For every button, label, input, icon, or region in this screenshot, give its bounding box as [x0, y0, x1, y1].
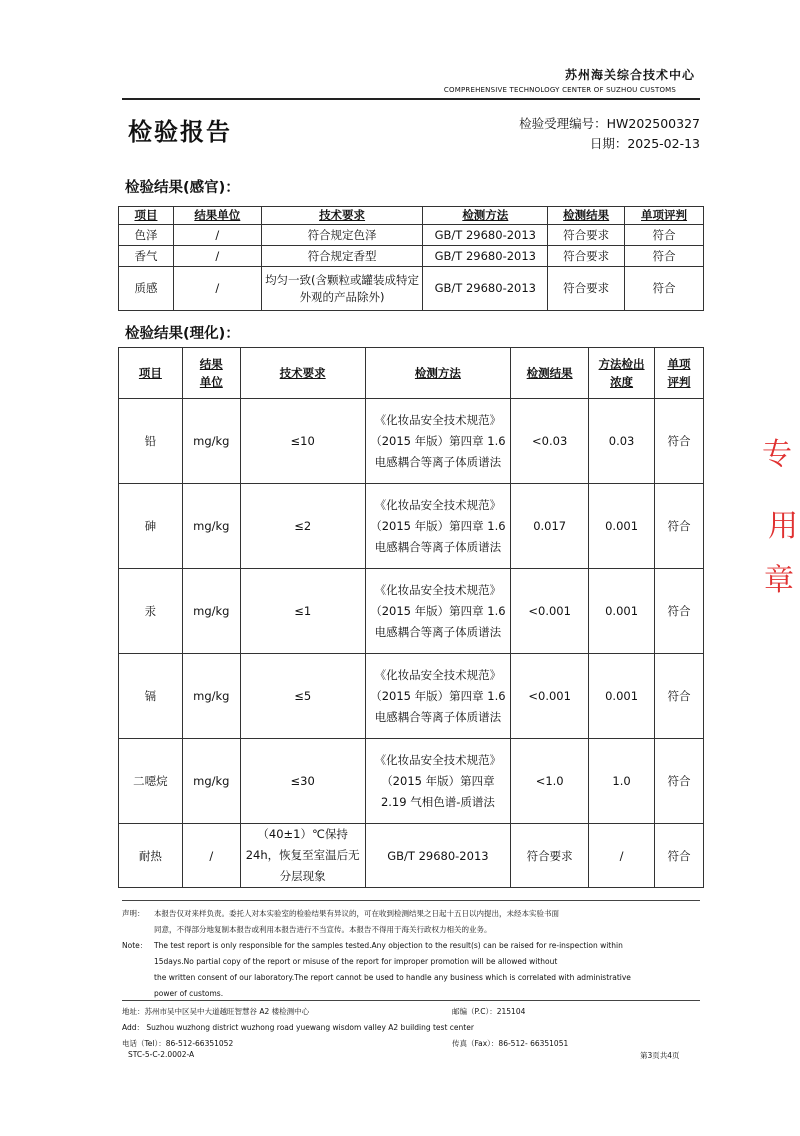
table-row	[119, 399, 704, 484]
table-cell: 符合	[655, 399, 704, 484]
header-cell: 项目	[119, 207, 174, 225]
notes-top-divider	[122, 900, 700, 901]
fax-number: 86-512- 66351051	[498, 1039, 569, 1048]
table-cell: 砷	[119, 484, 183, 569]
sensory-results-table	[118, 206, 704, 311]
table-cell: 0.03	[589, 399, 655, 484]
table-cell: GB/T 29680-2013	[423, 246, 548, 267]
table-cell: 符合	[625, 267, 704, 311]
table-cell: /	[173, 267, 261, 311]
table-cell: 符合规定香型	[261, 246, 423, 267]
table-cell: ≤30	[240, 739, 365, 824]
postcode-label: 邮编（P.C）：	[452, 1007, 497, 1016]
table-cell: 1.0	[589, 739, 655, 824]
header-cell: 单项评判	[655, 348, 704, 399]
table-cell: 符合规定色泽	[261, 225, 423, 246]
table-cell: 符合	[655, 739, 704, 824]
header-divider	[122, 98, 700, 100]
table-cell: <0.001	[511, 569, 589, 654]
table-cell: 均匀一致(含颗粒或罐装成特定外观的产品除外)	[261, 267, 423, 311]
org-name-cn: 苏州海关综合技术中心	[564, 68, 695, 82]
official-seal-fragment	[758, 430, 800, 600]
header-cell: 项目	[119, 348, 183, 399]
table-cell: 0.017	[511, 484, 589, 569]
header-cell: 检测方法	[423, 207, 548, 225]
header-cell: 检测结果	[548, 207, 625, 225]
table-cell: GB/T 29680-2013	[365, 824, 511, 888]
notes-cn-line: 本报告仅对来样负责。委托人对本实验室的检验结果有异议的，可在收到检测结果之日起十五日以内提出，未经本实验书面	[154, 909, 559, 918]
table-cell: <0.001	[511, 654, 589, 739]
table-row	[119, 225, 704, 246]
header-cell: 技术要求	[240, 348, 365, 399]
table-cell: 符合要求	[548, 246, 625, 267]
table-cell: <1.0	[511, 739, 589, 824]
address-cn: 苏州市吴中区吴中大道越旺智慧谷 A2 楼检测中心	[144, 1007, 310, 1016]
table-cell: 符合	[655, 654, 704, 739]
tel-number: 86-512-66351052	[165, 1039, 234, 1048]
table-cell: 铅	[119, 399, 183, 484]
notes-en-line: power of customs.	[154, 989, 224, 998]
table-cell: mg/kg	[182, 484, 240, 569]
table-cell: mg/kg	[182, 399, 240, 484]
sensory-section-title: 检验结果(感官)：	[125, 180, 240, 196]
notes-cn-label: 声明：	[122, 909, 145, 918]
address-cn-label: 地址：	[122, 1007, 145, 1016]
table-cell: 符合	[655, 569, 704, 654]
header-cell: 技术要求	[261, 207, 423, 225]
table-cell: GB/T 29680-2013	[423, 225, 548, 246]
page-number: 第3页共4页	[640, 1051, 680, 1060]
acceptance-number-row	[470, 114, 700, 132]
table-cell: ≤5	[240, 654, 365, 739]
table-cell: /	[182, 824, 240, 888]
date-row	[470, 134, 700, 152]
header-cell: 结果单位	[182, 348, 240, 399]
table-row	[119, 824, 704, 888]
header-cell: 单项评判	[625, 207, 704, 225]
table-cell: 香气	[119, 246, 174, 267]
header-cell: 结果单位	[173, 207, 261, 225]
table-cell: 0.001	[589, 654, 655, 739]
acceptance-label: 检验受理编号：	[519, 116, 607, 131]
table-cell: （40±1）℃保持24h，恢复至室温后无分层现象	[240, 824, 365, 888]
table-cell: ≤2	[240, 484, 365, 569]
table-row	[119, 569, 704, 654]
table-cell: 《化妆品安全技术规范》（2015 年版）第四章 1.6 电感耦合等离子体质谱法	[365, 654, 511, 739]
table-cell: 符合	[655, 824, 704, 888]
notes-en-line: the written consent of our laboratory.The report cannot be used to handle any business which is correlated with administrative	[154, 973, 631, 982]
fax-label: 传真（Fax）：	[452, 1039, 499, 1048]
table-cell: GB/T 29680-2013	[423, 267, 548, 311]
tel-label: 电话（Tel）：	[122, 1039, 166, 1048]
table-cell: /	[173, 246, 261, 267]
svg-text:专: 专	[762, 437, 792, 472]
table-cell: 《化妆品安全技术规范》（2015 年版）第四章 2.19 气相色谱-质谱法	[365, 739, 511, 824]
table-cell: mg/kg	[182, 569, 240, 654]
table-cell: 《化妆品安全技术规范》（2015 年版）第四章 1.6 电感耦合等离子体质谱法	[365, 569, 511, 654]
physchem-results-table	[118, 347, 704, 888]
table-cell: mg/kg	[182, 739, 240, 824]
table-cell: mg/kg	[182, 654, 240, 739]
notes-en-line: The test report is only responsible for the samples tested.Any objection to the result(s) can be raised for re-inspection within	[154, 941, 623, 950]
table-cell: ≤10	[240, 399, 365, 484]
table-cell: 符合	[625, 246, 704, 267]
address-en: Suzhou wuzhong district wuzhong road yuewang wisdom valley A2 building test center	[146, 1023, 474, 1032]
table-cell: 0.001	[589, 569, 655, 654]
svg-text:章: 章	[764, 563, 794, 598]
table-cell: /	[173, 225, 261, 246]
table-cell: ≤1	[240, 569, 365, 654]
document-code: STC-5-C-2.0002-A	[128, 1050, 195, 1059]
table-cell: 《化妆品安全技术规范》（2015 年版）第四章 1.6 电感耦合等离子体质谱法	[365, 484, 511, 569]
table-row	[119, 267, 704, 311]
report-title: 检验报告	[128, 118, 232, 146]
table-cell: 符合	[655, 484, 704, 569]
header-cell: 方法检出浓度	[589, 348, 655, 399]
notes-en-label: Note：	[122, 941, 148, 950]
table-cell: 耐热	[119, 824, 183, 888]
address-en-label: Add：	[122, 1023, 145, 1032]
table-cell: 《化妆品安全技术规范》（2015 年版）第四章 1.6 电感耦合等离子体质谱法	[365, 399, 511, 484]
footer-contact	[122, 1004, 702, 1052]
notes-cn-line: 同意，不得部分地复制本报告或利用本报告进行不当宣传。本报告不得用于海关行政权力相关的业务。	[154, 925, 492, 934]
header-cell: 检测方法	[365, 348, 511, 399]
seal-fragment-icon	[758, 430, 800, 600]
table-cell: 汞	[119, 569, 183, 654]
table-cell: /	[589, 824, 655, 888]
date-label: 日期：	[589, 136, 628, 151]
table-cell: 符合	[625, 225, 704, 246]
table-row	[119, 739, 704, 824]
table-cell: 0.001	[589, 484, 655, 569]
svg-text:用: 用	[768, 509, 798, 544]
physchem-section-title: 检验结果(理化)：	[125, 326, 240, 342]
postcode: 215104	[496, 1007, 526, 1016]
disclaimer-notes	[122, 906, 702, 1002]
org-name-en: COMPREHENSIVE TECHNOLOGY CENTER OF SUZHOU CUSTOMS	[443, 86, 677, 94]
table-cell: 二噁烷	[119, 739, 183, 824]
table-row	[119, 654, 704, 739]
header-cell: 检测结果	[511, 348, 589, 399]
table-cell: 色泽	[119, 225, 174, 246]
table-cell: 符合要求	[548, 225, 625, 246]
notes-en-line: 15days.No partial copy of the report or misuse of the report for improper promotion will be allowed without	[154, 957, 558, 966]
table-cell: 质感	[119, 267, 174, 311]
report-date: 2025-02-13	[627, 136, 700, 151]
table-row	[119, 484, 704, 569]
table-row	[119, 246, 704, 267]
table-cell: 符合要求	[511, 824, 589, 888]
table-cell: <0.03	[511, 399, 589, 484]
notes-bottom-divider	[122, 1000, 700, 1001]
table-cell: 镉	[119, 654, 183, 739]
acceptance-number: HW202500327	[606, 116, 700, 131]
table-cell: 符合要求	[548, 267, 625, 311]
